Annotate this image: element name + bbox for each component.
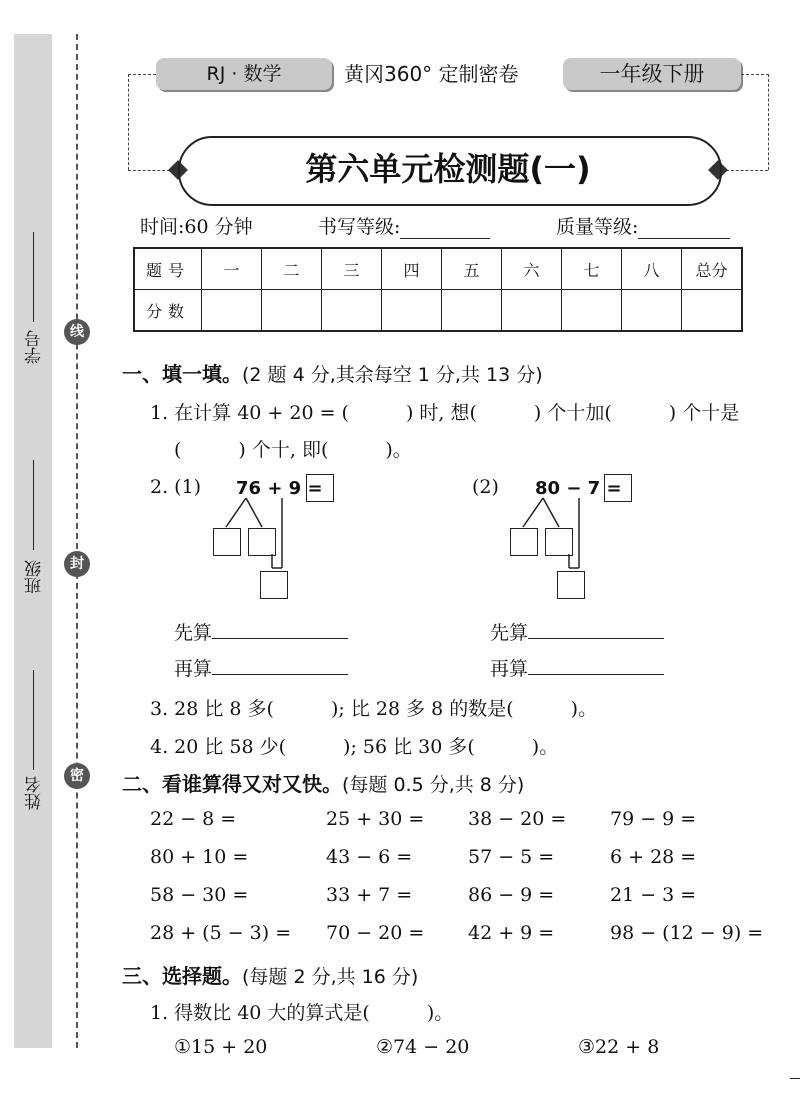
section-1-note: (2 题 4 分,其余每空 1 分,共 13 分) <box>242 364 543 386</box>
score-cell[interactable] <box>622 290 682 332</box>
writing-grade <box>318 212 490 239</box>
class-line <box>33 460 34 550</box>
score-row-head: 题号 <box>134 248 202 290</box>
class-label: 班级 <box>25 560 45 594</box>
page-corner-mark <box>790 1078 800 1079</box>
answer-line[interactable] <box>212 656 348 675</box>
question-1-2-label-2: (2) <box>472 476 499 498</box>
section-3-title: 三、选择题。 <box>122 964 242 988</box>
question-1-1a: 1. 在计算 40 + 20 = ( ) 时, 想( ) 个十加( ) 个十是 <box>150 402 740 424</box>
quality-grade <box>556 212 730 239</box>
score-cell[interactable] <box>202 290 262 332</box>
score-table <box>133 247 743 332</box>
section-3-heading <box>122 960 418 989</box>
seal-line-mark: 线 <box>64 319 90 345</box>
question-3-1: 1. 得数比 40 大的算式是( )。 <box>150 1002 454 1024</box>
answer-line[interactable] <box>528 656 664 675</box>
student-no-line <box>33 232 34 322</box>
question-1-4: 4. 20 比 58 少( ); 56 比 30 多( )。 <box>150 736 559 758</box>
equation: 33 + 7 = <box>326 884 413 906</box>
question-1-2-label: 2. (1) <box>150 476 202 498</box>
answer-line[interactable] <box>212 620 348 639</box>
equation: 43 − 6 = <box>326 846 413 868</box>
equation: 80 + 10 = <box>150 846 249 868</box>
section-1-heading <box>122 358 543 387</box>
score-col: 三 <box>322 248 382 290</box>
equation: 28 + (5 − 3) = <box>150 922 292 944</box>
answer-box[interactable] <box>260 571 288 599</box>
answer-box[interactable] <box>557 571 585 599</box>
option-3[interactable]: ③22 + 8 <box>578 1036 660 1058</box>
then-step-label: 再算 <box>490 658 529 680</box>
series-name: 黄冈360° 定制密卷 <box>344 62 519 86</box>
answer-line[interactable] <box>528 620 664 639</box>
grade-pill: 一年级下册 <box>563 58 741 90</box>
header-dash <box>726 170 768 171</box>
equation: 79 − 9 = <box>610 808 697 830</box>
section-2-note: (每题 0.5 分,共 8 分) <box>342 774 525 796</box>
equation: 86 − 9 = <box>468 884 555 906</box>
equation: 57 − 5 = <box>468 846 555 868</box>
score-cell[interactable] <box>382 290 442 332</box>
answer-box[interactable] <box>604 474 632 502</box>
page-title: 第六单元检测题(一) <box>305 150 591 188</box>
answer-box[interactable] <box>510 528 538 556</box>
header-dash <box>128 170 170 171</box>
then-step-right <box>490 654 664 681</box>
header-dash <box>741 74 769 75</box>
exam-time: 时间:60 分钟 <box>140 216 253 238</box>
score-cell[interactable] <box>682 290 743 332</box>
score-header-row <box>134 248 742 290</box>
then-step-left <box>174 654 348 681</box>
score-col: 七 <box>562 248 622 290</box>
score-row-head: 分数 <box>134 290 202 332</box>
section-1-title: 一、填一填。 <box>122 362 242 386</box>
equation: 58 − 30 = <box>150 884 249 906</box>
equation: 25 + 30 = <box>326 808 425 830</box>
diagram-1-equation: 76 + 9 = <box>236 478 323 499</box>
score-value-row <box>134 290 742 332</box>
first-step-left <box>174 618 348 645</box>
question-1-3: 3. 28 比 8 多( ); 比 28 多 8 的数是( )。 <box>150 698 598 720</box>
student-no-label: 学号 <box>25 330 45 364</box>
score-cell[interactable] <box>442 290 502 332</box>
first-step-right <box>490 618 664 645</box>
score-cell[interactable] <box>322 290 382 332</box>
equation: 21 − 3 = <box>610 884 697 906</box>
section-2-heading <box>122 768 524 797</box>
option-2[interactable]: ②74 − 20 <box>376 1036 470 1058</box>
score-cell[interactable] <box>562 290 622 332</box>
score-col-total: 总分 <box>682 248 743 290</box>
name-label: 姓名 <box>25 776 45 810</box>
answer-box[interactable] <box>306 474 334 502</box>
equation: 98 − (12 − 9) = <box>610 922 764 944</box>
answer-box[interactable] <box>213 528 241 556</box>
writing-grade-label: 书写等级: <box>318 216 401 238</box>
equation: 70 − 20 = <box>326 922 425 944</box>
question-1-1b: ( ) 个十, 即( )。 <box>174 439 412 461</box>
quality-grade-label: 质量等级: <box>556 216 639 238</box>
score-col: 四 <box>382 248 442 290</box>
seal-seal-mark: 封 <box>64 551 90 577</box>
score-col: 二 <box>262 248 322 290</box>
first-step-label: 先算 <box>174 622 213 644</box>
answer-box[interactable] <box>248 528 276 556</box>
cut-line <box>76 34 78 1048</box>
writing-grade-blank[interactable] <box>400 238 490 239</box>
then-step-label: 再算 <box>174 658 213 680</box>
header-dash <box>768 74 769 170</box>
section-2-title: 二、看谁算得又对又快。 <box>122 772 342 796</box>
quality-grade-blank[interactable] <box>638 238 730 239</box>
equation: 22 − 8 = <box>150 808 237 830</box>
name-line <box>33 670 34 770</box>
header-dash <box>128 74 156 75</box>
score-col: 一 <box>202 248 262 290</box>
score-cell[interactable] <box>502 290 562 332</box>
score-col: 八 <box>622 248 682 290</box>
first-step-label: 先算 <box>490 622 529 644</box>
header-dash <box>128 74 129 170</box>
option-1[interactable]: ①15 + 20 <box>174 1036 268 1058</box>
equation: 6 + 28 = <box>610 846 697 868</box>
equation: 38 − 20 = <box>468 808 567 830</box>
edition-pill: RJ · 数学 <box>156 58 332 90</box>
equation: 42 + 9 = <box>468 922 555 944</box>
section-3-note: (每题 2 分,共 16 分) <box>242 966 419 988</box>
diagram-2-equation: 80 − 7 = <box>535 478 622 499</box>
score-col: 五 <box>442 248 502 290</box>
score-cell[interactable] <box>262 290 322 332</box>
seal-secret-mark: 密 <box>64 763 90 789</box>
score-col: 六 <box>502 248 562 290</box>
answer-box[interactable] <box>545 528 573 556</box>
